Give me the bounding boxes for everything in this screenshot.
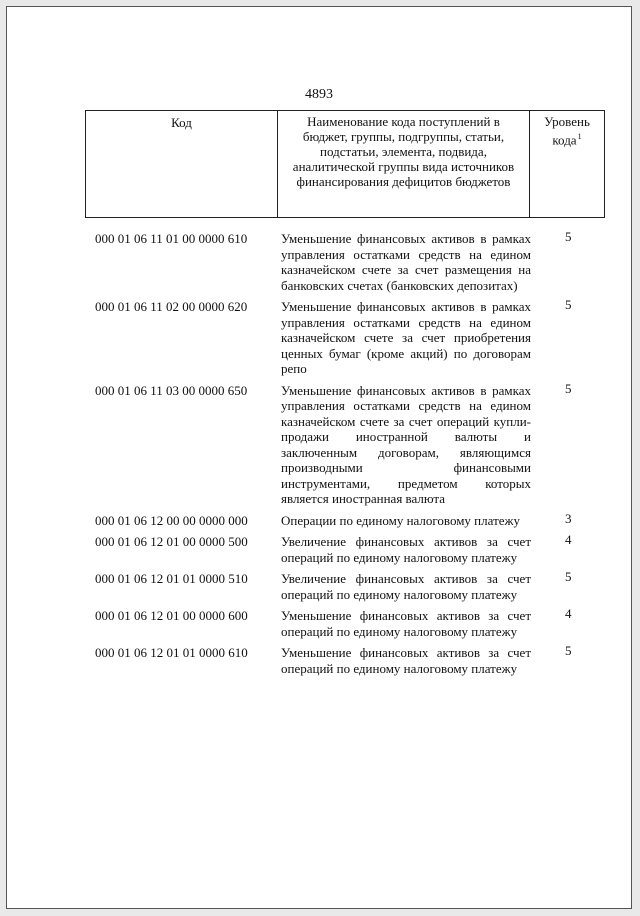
row-name: Уменьшение финансовых активов в рамках управления остатками средств на едином казначейском счете за счет операций купли-продажи иностранной валюты и заключенным договорам, являющимся производными финансовыми инструментами, предметом которых является иностранная валюта: [281, 382, 531, 506]
row-code: 000 01 06 12 01 01 0000 510: [95, 571, 248, 586]
row-code: 000 01 06 12 01 00 0000 500: [95, 534, 248, 549]
row-name: Уменьшение финансовых активов за счет операций по единому налоговому платежу: [281, 645, 531, 676]
row-level: 5: [565, 380, 572, 396]
table-row: [7, 380, 631, 507]
page-number: 4893: [305, 87, 333, 102]
row-level: 5: [565, 643, 572, 658]
row-level: 3: [565, 510, 572, 526]
table-row: [7, 608, 631, 639]
row-code: 000 01 06 11 03 00 0000 650: [95, 382, 248, 398]
row-level: 5: [565, 297, 572, 312]
row-code: 000 01 06 12 01 00 0000 600: [95, 608, 248, 623]
row-level: 4: [565, 606, 572, 621]
row-name: Увеличение финансовых активов за счет операций по единому налоговому платежу: [281, 571, 531, 602]
table-header: [85, 110, 605, 218]
header-level-label: Уровень кода: [544, 114, 590, 148]
header-level: [530, 111, 604, 217]
table-row: [7, 645, 631, 676]
document-page: [6, 6, 632, 909]
row-code: 000 01 06 11 02 00 0000 620: [95, 299, 248, 314]
row-name: Операции по единому налоговому платежу: [281, 512, 520, 528]
row-name: Увеличение финансовых активов за счет операций по единому налоговому платежу: [281, 534, 531, 565]
table-row: [7, 571, 631, 602]
table-row: [7, 534, 631, 565]
row-name: Уменьшение финансовых активов за счет операций по единому налоговому платежу: [281, 608, 531, 639]
header-code: Код: [86, 111, 278, 217]
row-code: 000 01 06 12 01 01 0000 610: [95, 645, 248, 660]
table-body: [7, 231, 631, 682]
row-level: 5: [565, 569, 572, 584]
header-name: Наименование кода поступлений в бюджет, группы, подгруппы, статьи, подстатьи, элемента, подвида, аналитической группы вида источников финансирования дефицитов бюджетов: [278, 111, 530, 217]
table-row: [7, 299, 631, 377]
row-level: 5: [565, 229, 572, 244]
row-name: Уменьшение финансовых активов в рамках управления остатками средств на едином казначейском счете за счет размещения на банковских счетах (банковских депозитах): [281, 231, 531, 293]
footnote-mark: 1: [577, 132, 582, 141]
table-row: [7, 231, 631, 293]
row-level: 4: [565, 532, 572, 547]
row-name: Уменьшение финансовых активов в рамках управления остатками средств на едином казначейском счете за счет приобретения ценных бумаг (кроме акций) по договорам репо: [281, 299, 531, 376]
table-row: [7, 510, 631, 529]
row-code: 000 01 06 12 00 00 0000 000: [95, 512, 248, 528]
row-code: 000 01 06 11 01 00 0000 610: [95, 231, 248, 246]
